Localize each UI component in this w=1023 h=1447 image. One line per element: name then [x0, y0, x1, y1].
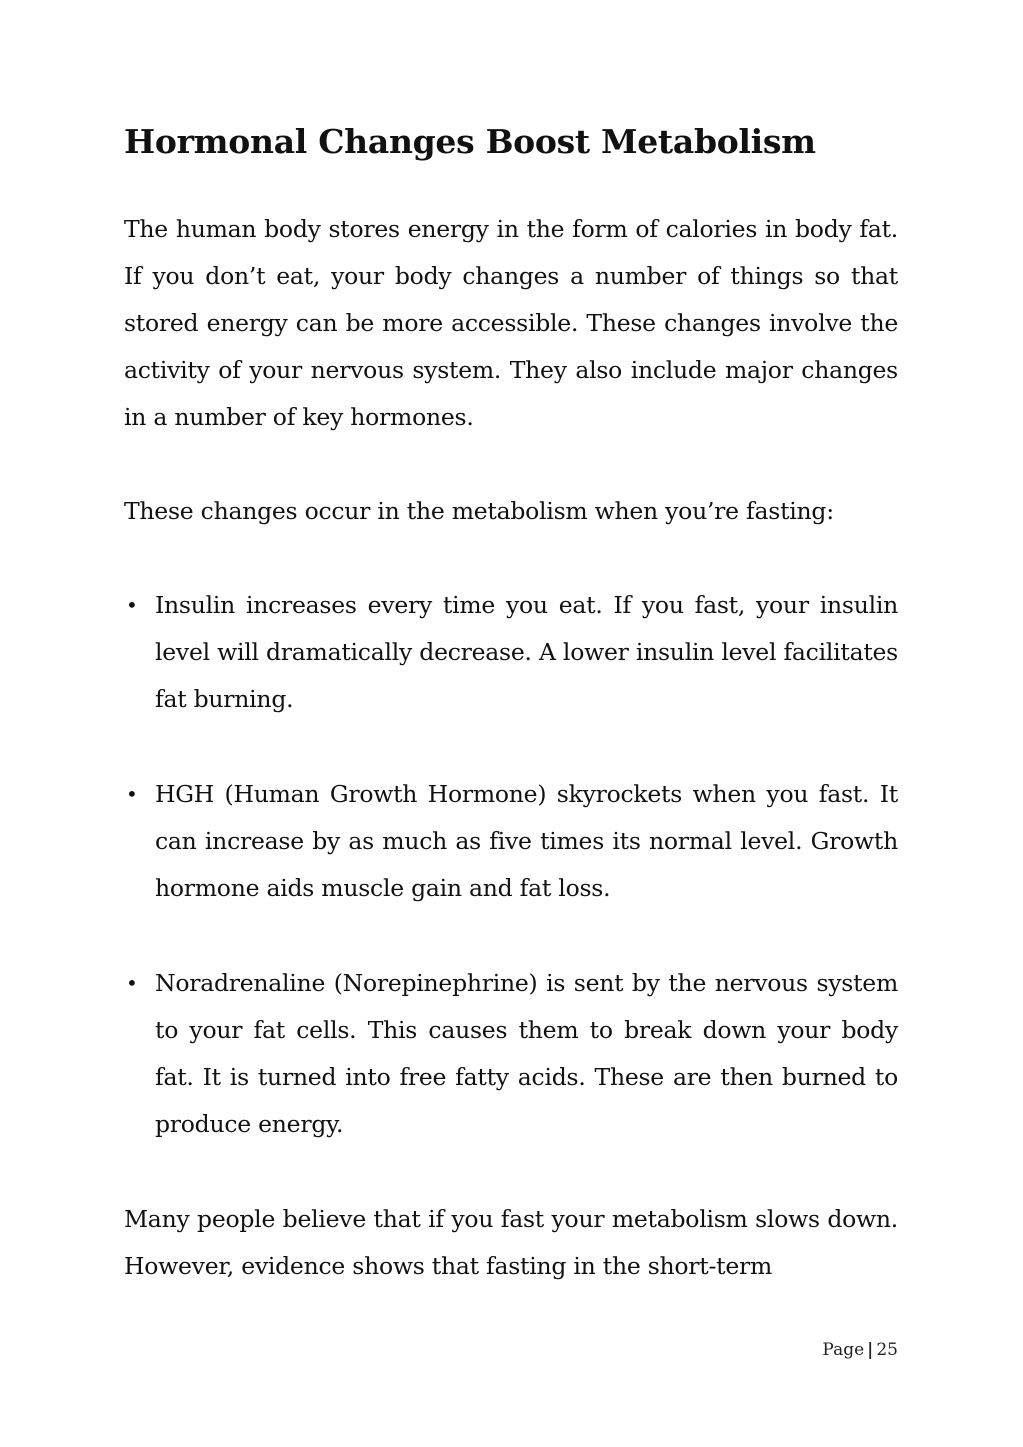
list-item-text: Insulin increases every time you eat. If you fast, your insulin level will dramatically decrease. A lower insulin level facilitates fat burning.	[155, 591, 898, 713]
list-item	[124, 582, 898, 723]
list-item-text: HGH (Human Growth Hormone) skyrockets when you fast. It can increase by as much as five times its normal level. Growth hormone aids muscle gain and fat loss.	[155, 780, 898, 902]
page-footer	[822, 1336, 898, 1364]
body-paragraph-intro-list: These changes occur in the metabolism when you’re fasting:	[124, 497, 834, 525]
bullet-icon: •	[126, 593, 138, 617]
section-heading: Hormonal Changes Boost Metabolism	[124, 122, 816, 161]
page-label: Page	[822, 1340, 865, 1360]
page-separator: |	[867, 1340, 874, 1360]
list-item	[124, 771, 898, 912]
bullet-icon: •	[126, 971, 138, 995]
body-paragraph-energy-storage: The human body stores energy in the form of calories in body fat. If you don’t eat, your body changes a number of things so that stored energy can be more accessible. These changes involve the activity of your nervous system. They also include major changes in a number of key hormones.	[124, 215, 898, 431]
body-paragraph-metabolism-myth: Many people believe that if you fast your metabolism slows down. However, evidence shows that fasting in the short-term	[124, 1205, 898, 1280]
page-number: 25	[876, 1340, 898, 1360]
document-page	[124, 118, 898, 1290]
bullet-list	[124, 582, 898, 1148]
bullet-icon: •	[126, 782, 138, 806]
list-item	[124, 960, 898, 1148]
list-item-text: Noradrenaline (Norepinephrine) is sent by the nervous system to your fat cells. This causes them to break down your body fat. It is turned into free fatty acids. These are then burned to produce energy.	[155, 969, 898, 1138]
